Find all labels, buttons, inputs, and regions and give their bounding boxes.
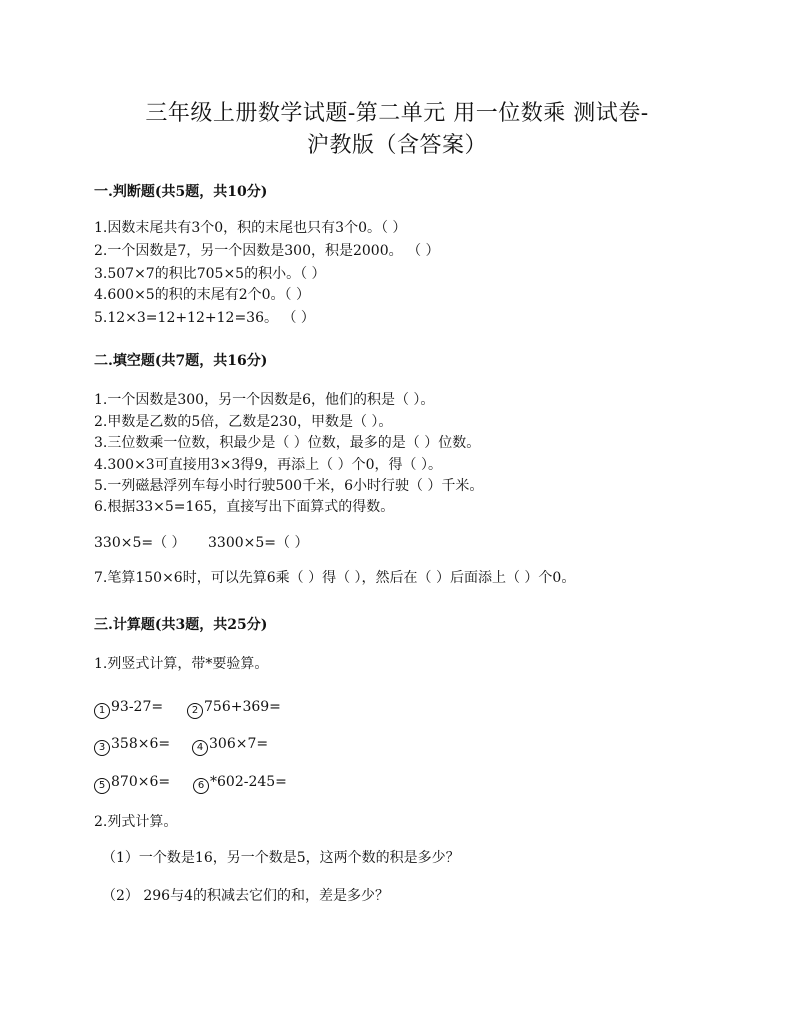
calc-expression: 358×6=: [111, 736, 171, 752]
question-text: 1.列竖式计算，带*要验算。: [94, 656, 269, 672]
circled-number: 6: [193, 778, 209, 794]
section-heading-fill-blank: 二.填空题(共7题，共16分): [94, 353, 268, 369]
sub-question-text: 330×5=（ ）: [94, 535, 186, 551]
question-text: 2.甲数是乙数的5倍，乙数是230，甲数是（ ）。: [94, 414, 393, 430]
calc-item: [193, 773, 287, 794]
question-text: 4.300×3可直接用3×3得9，再添上（ ）个0，得（ ）。: [94, 457, 442, 473]
circled-number: 4: [192, 740, 208, 756]
page-title-line1: 三年级上册数学试题-第二单元 用一位数乘 测试卷-: [145, 101, 649, 126]
calc-expression: 756+369=: [204, 699, 281, 715]
sub-question-text: 3300×5=（ ）: [208, 535, 309, 551]
section-heading-calculation: 三.计算题(共3题，共25分): [94, 617, 268, 633]
calc-expression: *602-245=: [210, 774, 287, 790]
calc-expression: 306×7=: [209, 736, 269, 752]
calc-item: [192, 735, 268, 756]
question-text: 4.600×5的积的末尾有2个0。（ ）: [94, 287, 310, 303]
question-text: 7.笔算150×6时，可以先算6乘（ ）得（ ），然后在（ ）后面添上（ ）个0。: [94, 570, 576, 586]
calc-expression: 870×6=: [111, 774, 171, 790]
question-text: 5.一列磁悬浮列车每小时行驶500千米，6小时行驶（ ）千米。: [94, 478, 484, 494]
calc-expression: 93-27=: [111, 699, 164, 715]
question-text: 3.三位数乘一位数，积最少是（ ）位数，最多的是（ ）位数。: [94, 435, 481, 451]
circled-number: 3: [94, 740, 110, 756]
calc-item: [94, 735, 170, 756]
question-text: 5.12×3=12+12+12=36。 （ ）: [94, 310, 315, 326]
question-text: 1.因数末尾共有3个0，积的末尾也只有3个0。（ ）: [94, 220, 407, 236]
circled-number: 5: [94, 778, 110, 794]
question-text: 2.列式计算。: [94, 814, 178, 830]
question-text: 2.一个因数是7，另一个因数是300，积是2000。 （ ）: [94, 243, 440, 259]
page-title-line2: 沪教版（含答案）: [306, 133, 487, 158]
question-text: 1.一个因数是300，另一个因数是6，他们的积是（ ）。: [94, 392, 435, 408]
sub-question-text: （2） 296与4的积减去它们的和，差是多少？: [102, 888, 389, 904]
calc-item: [187, 698, 281, 719]
calc-item: [94, 698, 163, 719]
question-text: 6.根据33×5=165，直接写出下面算式的得数。: [94, 499, 395, 515]
circled-number: 2: [187, 703, 203, 719]
question-text: 3.507×7的积比705×5的积小。（ ）: [94, 266, 326, 282]
section-heading-true-false: 一.判断题(共5题，共10分): [94, 184, 268, 200]
sub-question-text: （1）一个数是16，另一个数是5，这两个数的积是多少？: [102, 850, 460, 866]
circled-number: 1: [94, 703, 110, 719]
calc-item: [94, 773, 170, 794]
